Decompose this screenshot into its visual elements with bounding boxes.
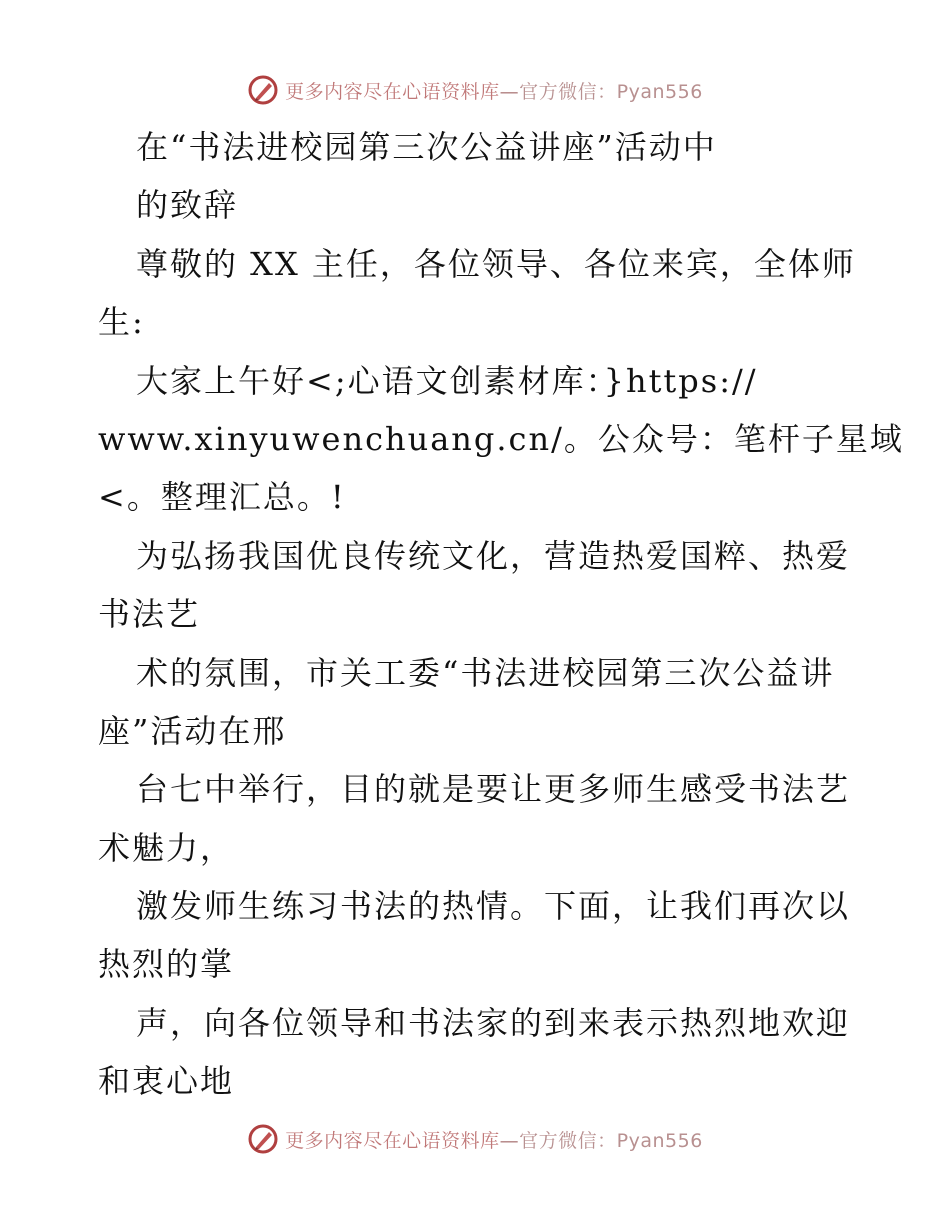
text-line: 尊敬的 XX 主任，各位领导、各位来宾，全体师 [136, 244, 856, 283]
text-line: 在“书法进校园第三次公益讲座”活动中 [136, 128, 717, 166]
text-line: 的致辞 [136, 186, 239, 225]
text-line: 台七中举行，目的就是要让更多师生感受书法艺 [136, 770, 851, 809]
banner-text [285, 1126, 703, 1153]
text-line: 热烈的掌 [98, 945, 235, 984]
banner-separator: — [499, 1129, 520, 1152]
bottom-banner [0, 1119, 950, 1159]
text-line: 术魅力， [98, 828, 235, 867]
text-line: <。整理汇总。! [98, 478, 346, 517]
text-line: 术的氛围，市关工委“书法进校园第三次公益讲 [136, 653, 835, 692]
banner-main: 更多内容尽在心语资料库 [285, 80, 500, 103]
pen-logo-icon [247, 1123, 279, 1155]
banner-wechat: 官方微信：Pyan556 [519, 1129, 703, 1152]
banner-text [285, 77, 703, 104]
text-line: 书法艺 [98, 595, 201, 634]
banner-main: 更多内容尽在心语资料库 [285, 1129, 500, 1152]
text-line: 和衷心地 [98, 1062, 235, 1101]
text-line: 激发师生练习书法的热情。下面，让我们再次以 [136, 887, 851, 926]
document-body [98, 118, 904, 1111]
banner-wechat: 官方微信：Pyan556 [519, 80, 703, 103]
text-line: 为弘扬我国优良传统文化，营造热爱国粹、热爱 [136, 536, 851, 575]
banner-separator: — [499, 80, 520, 103]
text-line: 声，向各位领导和书法家的到来表示热烈地欢迎 [136, 1003, 851, 1042]
text-line: 大家上午好<;心语文创素材库：}https:// [136, 361, 758, 400]
text-line: www.xinyuwenchuang.cn/。公众号：笔杆子星域 [98, 419, 904, 458]
top-banner [0, 70, 950, 110]
text-line: 座”活动在邢 [98, 711, 287, 750]
pen-logo-icon [247, 74, 279, 106]
text-line: 生: [98, 303, 145, 342]
